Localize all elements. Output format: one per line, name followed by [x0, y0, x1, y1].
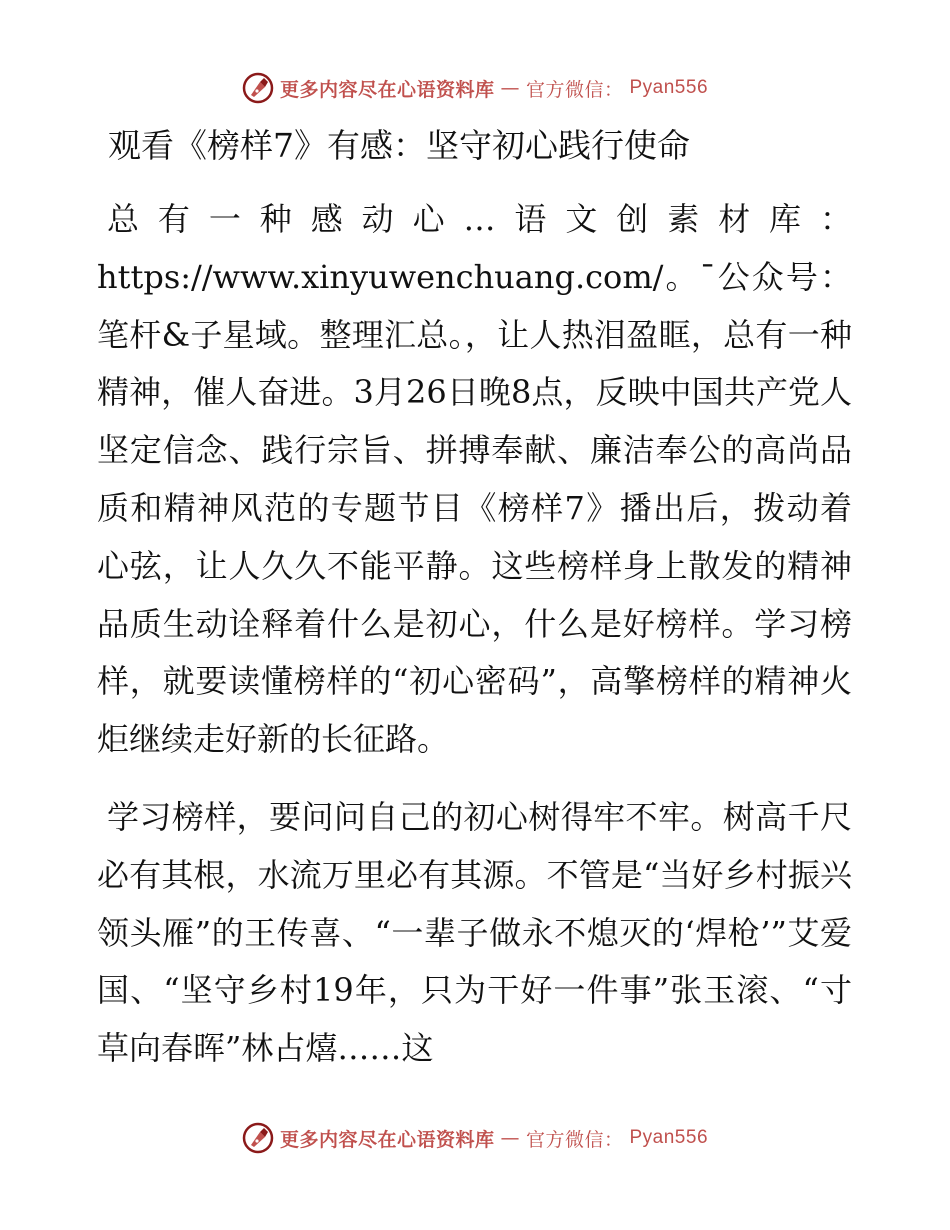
pen-nib-logo-icon — [242, 1122, 274, 1154]
pen-nib-logo-icon — [242, 72, 274, 104]
banner-dash: — — [500, 1127, 520, 1149]
paragraph-2: 学习榜样，要问问自己的初心树得牢不牢。树高千尺必有其根，水流万里必有其源。不管是“当好乡村振兴领头雁”的王传喜、“一辈子做永不熄灭的‘焊枪’”艾爱国、“坚守乡村19年，只为干好一件事”张玉滚、“寸草向春晖”林占熺……这 — [97, 798, 852, 1068]
banner-dash: — — [500, 77, 520, 99]
banner-main-text: 更多内容尽在心语资料库 — [279, 78, 495, 101]
page-title: 观看《榜样7》有感：坚守初心践行使命 — [108, 126, 690, 165]
banner-wechat-id: Pyan556 — [629, 77, 709, 98]
banner-wechat-id: Pyan556 — [629, 1127, 709, 1148]
banner-wechat-label: 官方微信： — [525, 1128, 624, 1151]
paragraph-1: 总有一种感动心…语文创素材库：https://www.xinyuwenchuang.com/。¯公众号：笔杆&子星域。整理汇总。，让人热泪盈眶，总有一种精神，催人奋进。3月26日晚8点，反映中国共产党人坚定信念、践行宗旨、拼搏奉献、廉洁奉公的高尚品质和精神风范的专题节目《榜样7》播出后，拨动着心弦，让人久久不能平静。这些榜样身上散发的精神品质生动诠释着什么是初心，什么是好榜样。学习榜样，就要读懂榜样的“初心密码”，高擎榜样的精神火炬继续走好新的长征路。 — [97, 200, 852, 759]
header-banner — [0, 72, 950, 104]
banner-main-text: 更多内容尽在心语资料库 — [279, 1128, 495, 1151]
banner-wechat-label: 官方微信： — [525, 78, 624, 101]
footer-banner — [0, 1122, 950, 1154]
